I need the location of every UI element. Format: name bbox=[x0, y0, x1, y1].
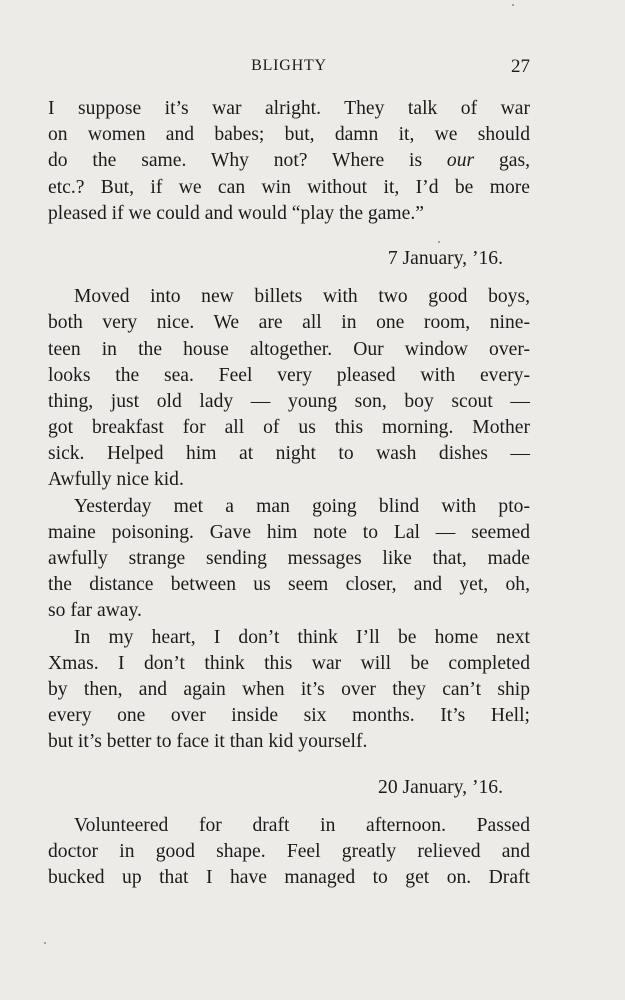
text-line: by then, and again when it’s over they can’t ship bbox=[48, 678, 530, 700]
paper-speck bbox=[438, 241, 440, 243]
text-line: so far away. bbox=[48, 600, 142, 622]
text-line: maine poisoning. Gave him note to Lal — seemed bbox=[48, 521, 530, 543]
text-line: Awfully nice kid. bbox=[48, 469, 184, 491]
text-line: got breakfast for all of us this morning. Mother bbox=[48, 417, 530, 439]
running-title: BLIGHTY bbox=[251, 57, 327, 74]
paper-speck bbox=[512, 4, 514, 6]
text-line: Moved into new billets with two good boys, bbox=[74, 286, 530, 308]
page-number: 27 bbox=[511, 56, 530, 77]
text-line: I suppose it’s war alright. They talk of war bbox=[48, 98, 530, 119]
text-line: every one over inside six months. It’s Hell; bbox=[48, 705, 530, 727]
text-line: looks the sea. Feel very pleased with every- bbox=[48, 364, 530, 386]
diary-date: 7 January, ’16. bbox=[387, 247, 503, 269]
running-head bbox=[48, 57, 530, 79]
paper-speck bbox=[44, 942, 46, 944]
text-line: Yesterday met a man going blind with pto- bbox=[74, 495, 530, 517]
text-line: doctor in good shape. Feel greatly relieved and bbox=[48, 840, 530, 862]
text-line: on women and babes; but, damn it, we should bbox=[48, 124, 530, 146]
text-line: awfully strange sending messages like that, made bbox=[48, 548, 530, 569]
text-line: both very nice. We are all in one room, nine- bbox=[48, 312, 530, 334]
text-line: pleased if we could and would “play the game.” bbox=[48, 202, 424, 224]
text-line: bucked up that I have managed to get on. Draft bbox=[48, 867, 530, 889]
text-line: do the same. Why not? Where is our gas, bbox=[48, 150, 530, 172]
text-line: sick. Helped him at night to wash dishes — bbox=[48, 443, 530, 465]
text-line: etc.? But, if we can win without it, I’d be more bbox=[48, 176, 530, 198]
text-line: teen in the house altogether. Our window over- bbox=[48, 338, 530, 360]
text-line: In my heart, I don’t think I’ll be home next bbox=[74, 626, 530, 648]
text-line: Xmas. I don’t think this war will be completed bbox=[48, 652, 530, 674]
text-line: the distance between us seem closer, and yet, oh, bbox=[48, 574, 530, 596]
text-line: thing, just old lady — young son, boy scout — bbox=[48, 390, 530, 412]
text-line: but it’s better to face it than kid yourself. bbox=[48, 731, 368, 753]
body-text bbox=[48, 96, 530, 891]
diary-date: 20 January, ’16. bbox=[378, 776, 503, 798]
text-line: Volunteered for draft in afternoon. Passed bbox=[74, 814, 530, 836]
emphasis-text: our bbox=[446, 150, 475, 172]
